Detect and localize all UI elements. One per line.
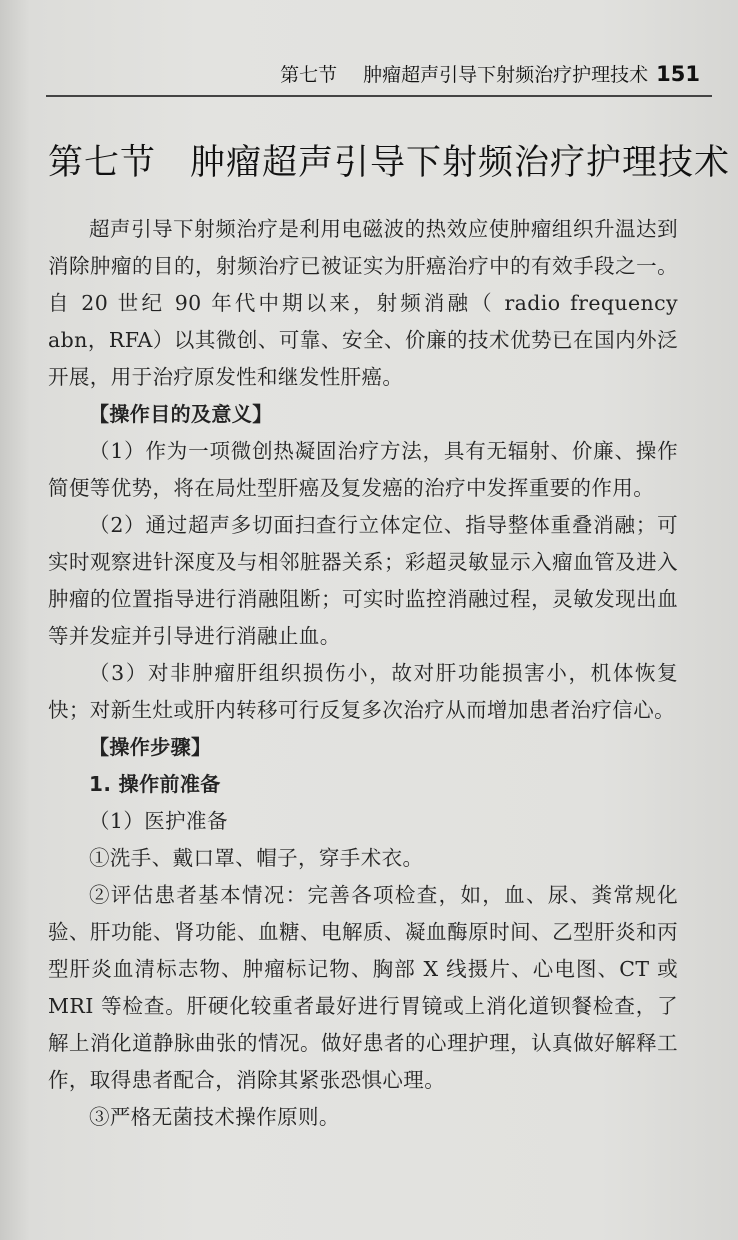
- step-1-subheading: （1）医护准备: [89, 809, 228, 833]
- chapter-heading: 肿瘤超声引导下射频治疗护理技术: [190, 143, 731, 183]
- running-head: [0, 60, 700, 87]
- step-1-heading: 1. 操作前准备: [89, 772, 221, 796]
- running-head-section: 第七节: [280, 64, 338, 86]
- purpose-heading: 【操作目的及意义】: [89, 402, 273, 426]
- running-head-title: 肿瘤超声引导下射频治疗护理技术: [363, 64, 649, 86]
- purpose-paragraph-1: （1）作为一项微创热凝固治疗方法，具有无辐射、价廉、操作简便等优势，将在局灶型肝癌及复发癌的治疗中发挥重要的作用。: [48, 439, 678, 500]
- chapter-label: 第七节: [48, 143, 157, 183]
- page-number: 151: [656, 62, 700, 86]
- purpose-paragraph-3: （3）对非肿瘤肝组织损伤小，故对肝功能损害小，机体恢复快；对新生灶或肝内转移可行反复多次治疗从而增加患者治疗信心。: [48, 661, 678, 722]
- header-rule: [46, 95, 712, 97]
- steps-heading: 【操作步骤】: [89, 735, 212, 759]
- step-item-3: ③严格无菌技术操作原则。: [89, 1105, 340, 1129]
- step-item-2: ②评估患者基本情况：完善各项检查，如，血、尿、粪常规化验、肝功能、肾功能、血糖、电解质、凝血酶原时间、乙型肝炎和丙型肝炎血清标志物、肿瘤标记物、胸部 X 线摄片、心电图、CT 或 MRI 等检查。肝硬化较重者最好进行胃镜或上消化道钡餐检查，了解上消化道静脉曲张的情况。做好患者的心理护理，认真做好解释工作，取得患者配合，消除其紧张恐惧心理。: [48, 883, 678, 1092]
- chapter-title: [48, 135, 730, 185]
- body-text: [48, 211, 678, 1136]
- step-item-1: ①洗手、戴口罩、帽子，穿手术衣。: [89, 846, 424, 870]
- intro-paragraph: 超声引导下射频治疗是利用电磁波的热效应使肿瘤组织升温达到消除肿瘤的目的，射频治疗已被证实为肝癌治疗中的有效手段之一。自 20 世纪 90 年代中期以来，射频消融（ radio frequency abn，RFA）以其微创、可靠、安全、价廉的技术优势已在国内外泛开展，用于治疗原发性和继发性肝癌。: [48, 217, 678, 389]
- purpose-paragraph-2: （2）通过超声多切面扫查行立体定位、指导整体重叠消融；可实时观察进针深度及与相邻脏器关系；彩超灵敏显示入瘤血管及进入肿瘤的位置指导进行消融阻断；可实时监控消融过程，灵敏发现出血等并发症并引导进行消融止血。: [48, 513, 678, 648]
